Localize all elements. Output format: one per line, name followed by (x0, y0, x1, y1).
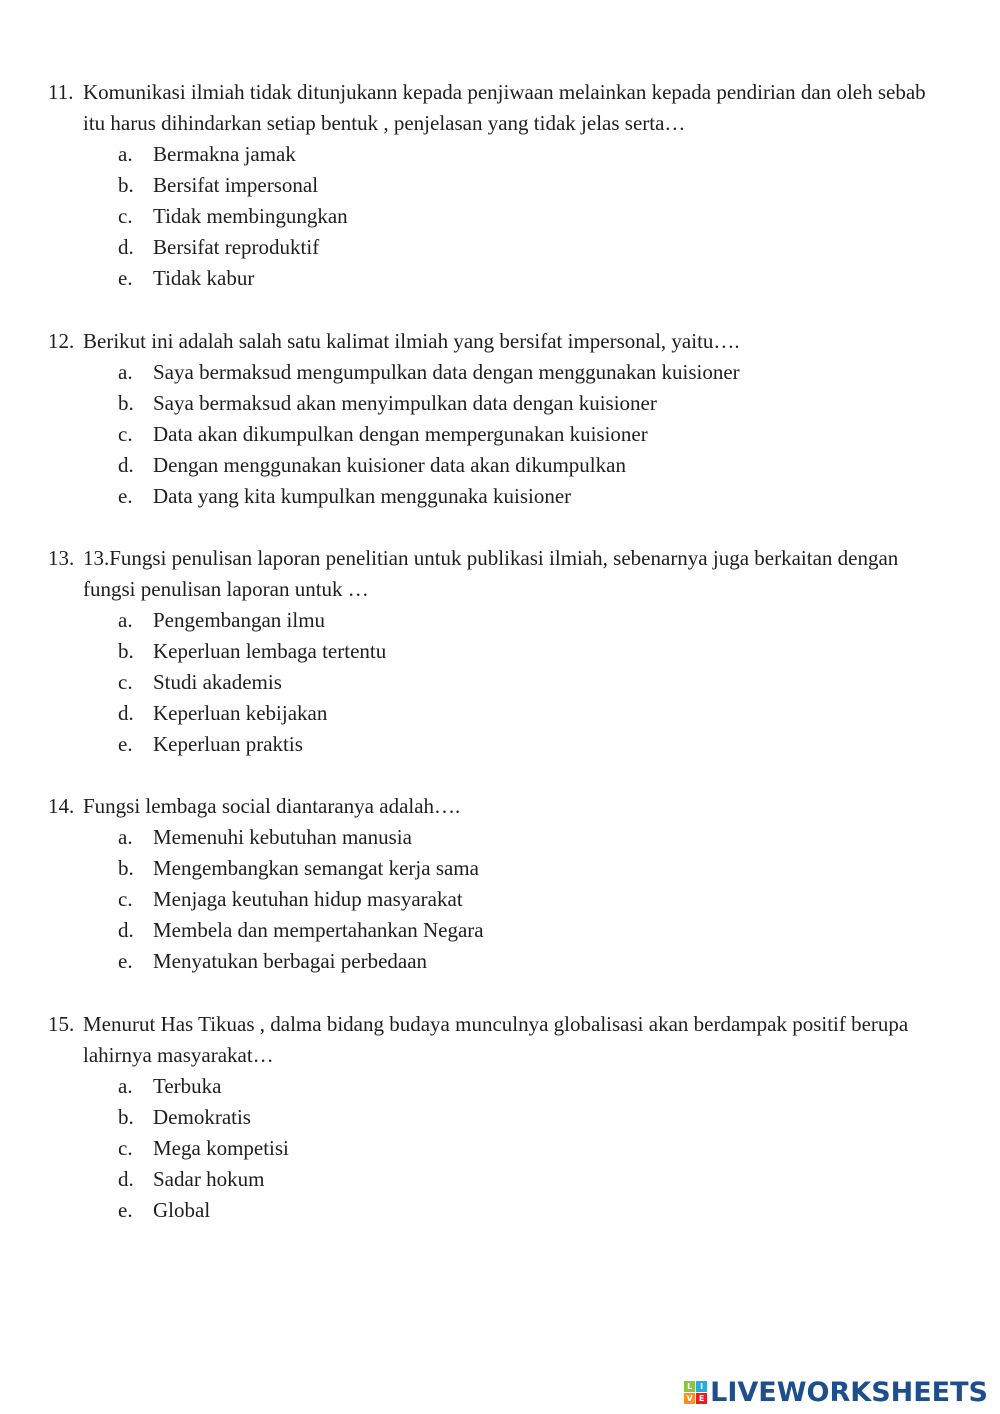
logo-mark-v: V (684, 1393, 695, 1404)
option-letter: d. (118, 1167, 134, 1191)
question-stem (48, 326, 948, 357)
option-letter: a. (118, 360, 133, 384)
option-text: Pengembangan ilmu (153, 608, 326, 632)
option-b[interactable] (48, 636, 948, 667)
option-list (48, 357, 948, 512)
question-text: 13.Fungsi penulisan laporan penelitian untuk publikasi ilmiah, sebenarnya juga berkaitan dengan fungsi penulisan laporan untuk … (83, 546, 899, 601)
logo-mark-i: I (696, 1381, 707, 1392)
option-e[interactable] (48, 729, 948, 760)
option-d[interactable] (48, 915, 948, 946)
question-stem (48, 77, 948, 139)
question-14 (48, 791, 948, 977)
option-b[interactable] (48, 1102, 948, 1133)
option-c[interactable] (48, 201, 948, 232)
option-text: Mega kompetisi (153, 1136, 289, 1160)
option-letter: e. (118, 949, 133, 973)
option-c[interactable] (48, 884, 948, 915)
option-b[interactable] (48, 170, 948, 201)
question-text: Fungsi lembaga social diantaranya adalah…. (83, 794, 461, 818)
question-12 (48, 326, 948, 512)
question-number: 13. (48, 546, 75, 570)
option-d[interactable] (48, 698, 948, 729)
question-stem (48, 791, 948, 822)
option-d[interactable] (48, 1164, 948, 1195)
option-a[interactable] (48, 605, 948, 636)
option-b[interactable] (48, 388, 948, 419)
option-text: Studi akademis (153, 670, 282, 694)
option-c[interactable] (48, 419, 948, 450)
option-letter: c. (118, 422, 133, 446)
question-number: 12. (48, 329, 75, 353)
option-e[interactable] (48, 263, 948, 294)
logo-text: LIVEWORKSHEETS (710, 1377, 988, 1408)
question-11 (48, 77, 948, 294)
question-number: 14. (48, 794, 75, 818)
option-text: Mengembangkan semangat kerja sama (153, 856, 479, 880)
option-letter: b. (118, 391, 134, 415)
option-text: Bersifat reproduktif (153, 235, 320, 259)
logo-mark-l: L (684, 1381, 695, 1392)
option-letter: a. (118, 608, 133, 632)
option-text: Bermakna jamak (153, 142, 296, 166)
option-text: Menyatukan berbagai perbedaan (153, 949, 428, 973)
question-number: 15. (48, 1012, 75, 1036)
option-text: Menjaga keutuhan hidup masyarakat (153, 887, 463, 911)
option-letter: b. (118, 1105, 134, 1129)
option-text: Terbuka (153, 1074, 222, 1098)
option-a[interactable] (48, 822, 948, 853)
option-text: Memenuhi kebutuhan manusia (153, 825, 412, 849)
option-letter: d. (118, 701, 134, 725)
option-text: Sadar hokum (153, 1167, 265, 1191)
option-c[interactable] (48, 1133, 948, 1164)
option-letter: b. (118, 639, 134, 663)
option-text: Data yang kita kumpulkan menggunaka kuisioner (153, 484, 572, 508)
option-letter: e. (118, 732, 133, 756)
option-text: Keperluan kebijakan (153, 701, 328, 725)
option-text: Dengan menggunakan kuisioner data akan dikumpulkan (153, 453, 626, 477)
option-c[interactable] (48, 667, 948, 698)
option-letter: e. (118, 1198, 133, 1222)
question-text: Menurut Has Tikuas , dalma bidang budaya munculnya globalisasi akan berdampak positif berupa lahirnya masyarakat… (83, 1012, 909, 1067)
question-text: Berikut ini adalah salah satu kalimat ilmiah yang bersifat impersonal, yaitu…. (83, 329, 740, 353)
option-text: Global (153, 1198, 211, 1222)
option-letter: c. (118, 204, 133, 228)
question-stem (48, 1009, 948, 1071)
option-text: Tidak kabur (153, 266, 255, 290)
option-text: Saya bermaksud mengumpulkan data dengan menggunakan kuisioner (153, 360, 740, 384)
option-text: Membela dan mempertahankan Negara (153, 918, 484, 942)
logo-mark-e: E (696, 1393, 707, 1404)
option-d[interactable] (48, 450, 948, 481)
option-b[interactable] (48, 853, 948, 884)
option-a[interactable] (48, 357, 948, 388)
option-letter: c. (118, 670, 133, 694)
question-15 (48, 1009, 948, 1226)
option-a[interactable] (48, 139, 948, 170)
option-letter: a. (118, 825, 133, 849)
option-letter: b. (118, 173, 134, 197)
option-e[interactable] (48, 946, 948, 977)
option-letter: a. (118, 142, 133, 166)
question-13 (48, 543, 948, 760)
option-text: Keperluan praktis (153, 732, 303, 756)
option-d[interactable] (48, 232, 948, 263)
option-letter: d. (118, 453, 134, 477)
option-text: Data akan dikumpulkan dengan mempergunakan kuisioner (153, 422, 648, 446)
option-list (48, 822, 948, 977)
option-text: Saya bermaksud akan menyimpulkan data dengan kuisioner (153, 391, 657, 415)
option-list (48, 605, 948, 760)
option-letter: e. (118, 484, 133, 508)
option-letter: c. (118, 887, 133, 911)
option-letter: b. (118, 856, 134, 880)
option-e[interactable] (48, 1195, 948, 1226)
logo-mark-icon (684, 1381, 707, 1404)
option-letter: d. (118, 235, 134, 259)
option-e[interactable] (48, 481, 948, 512)
option-letter: d. (118, 918, 134, 942)
question-number: 11. (48, 80, 74, 104)
question-text: Komunikasi ilmiah tidak ditunjukann kepada penjiwaan melainkan kepada pendirian dan oleh sebab itu harus dihindarkan setiap bentuk , penjelasan yang tidak jelas serta… (83, 80, 926, 135)
option-list (48, 1071, 948, 1226)
option-text: Bersifat impersonal (153, 173, 319, 197)
option-list (48, 139, 948, 294)
option-letter: c. (118, 1136, 133, 1160)
liveworksheets-logo[interactable] (684, 1377, 988, 1408)
option-letter: e. (118, 266, 133, 290)
option-text: Keperluan lembaga tertentu (153, 639, 387, 663)
option-a[interactable] (48, 1071, 948, 1102)
option-letter: a. (118, 1074, 133, 1098)
option-text: Demokratis (153, 1105, 251, 1129)
question-stem (48, 543, 948, 605)
option-text: Tidak membingungkan (153, 204, 348, 228)
